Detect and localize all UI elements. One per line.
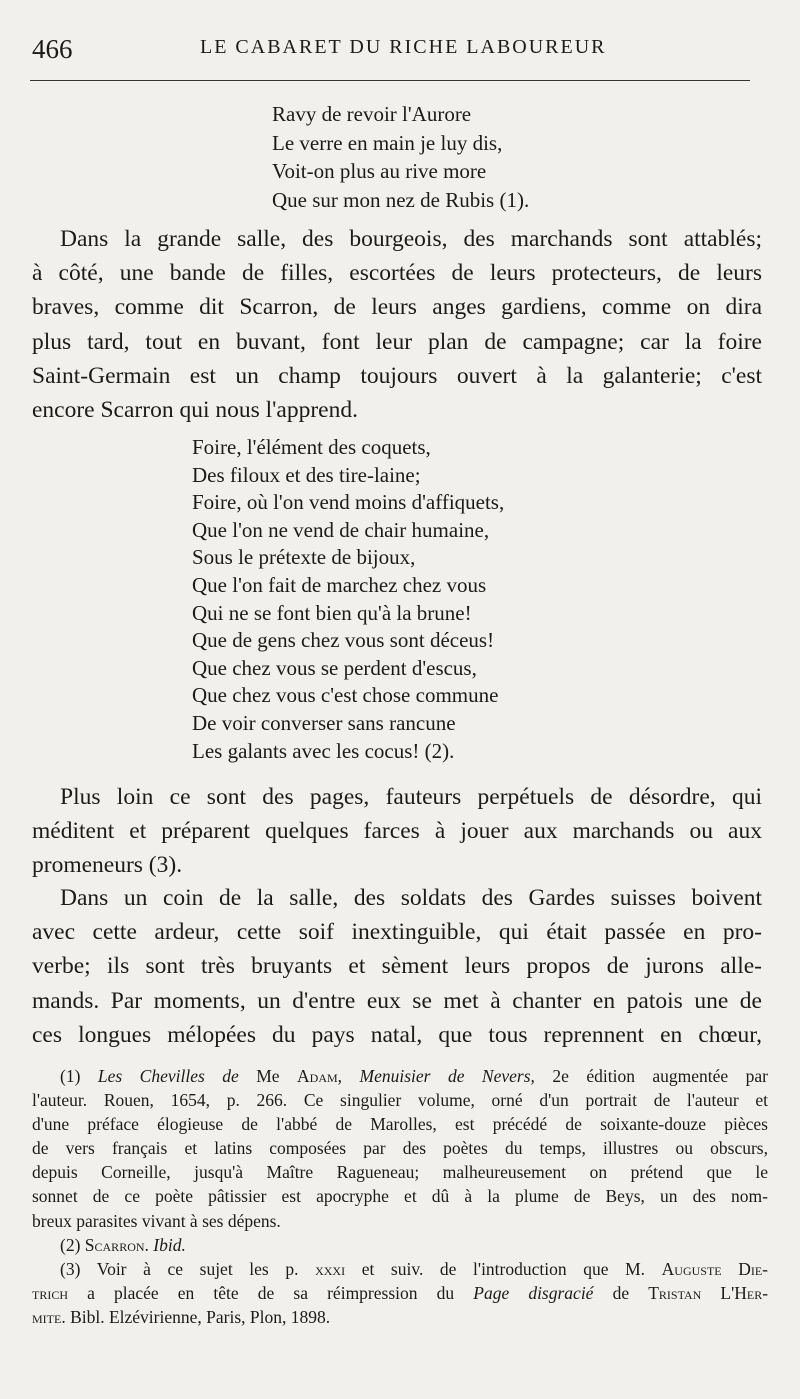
footnote-author: Auguste Die- (661, 1258, 769, 1279)
footnote-ibid: Ibid. (153, 1234, 186, 1255)
footnote-text: et suiv. de l'introduction que M. (361, 1258, 646, 1279)
verse-line: Que chez vous se perdent d'escus, (192, 655, 477, 680)
footnote-line: breux parasites vivant à ses dépens. (32, 1210, 281, 1231)
running-title: LE CABARET DU RICHE LABOUREUR (200, 36, 607, 58)
footnotes (32, 1064, 768, 1329)
verse-block-2 (192, 434, 504, 765)
verse-line: Que chez vous c'est chose commune (192, 683, 499, 708)
footnote-title: Page disgracié (473, 1282, 594, 1303)
verse-line: Foire, où l'on vend moins d'affiquets, (192, 490, 505, 515)
footnote-text: (3) Voir à ce sujet les p. (60, 1258, 299, 1279)
footnote-line: l'auteur. Rouen, 1654, p. 266. Ce singulier volume, orné d'un portrait de l'auteur et (32, 1090, 768, 1111)
paragraph-line: promeneurs (3). (32, 852, 183, 878)
paragraph-line: plus tard, tout en buvant, font leur plan de campagne; car la foire (32, 328, 762, 355)
paragraph-line: mands. Par moments, un d'entre eux se met à chanter en patois une de (32, 987, 762, 1014)
footnote-author: mite. (32, 1306, 66, 1327)
footnote-line: d'une préface élogieuse de l'abbé de Marolles, est précédé de soixante-douze pièces (32, 1114, 768, 1135)
footnote-author: Scarron. (84, 1234, 149, 1255)
footnote-author: Tristan L'Her- (648, 1282, 769, 1303)
footnote-title: Les Chevilles de (97, 1066, 239, 1086)
footnote-3 (32, 1257, 768, 1281)
verse-line: Que l'on ne vend de chair humaine, (192, 517, 490, 542)
footnote-2 (32, 1233, 768, 1257)
footnote-line: sonnet de ce poète pâtissier est apocryphe et dû à la plume de Beys, un des nom- (32, 1186, 768, 1207)
paragraph-line: avec cette ardeur, cette soif inextinguible, qui était passée en pro- (32, 919, 762, 946)
footnote-1 (32, 1064, 768, 1088)
paragraph-3 (32, 881, 762, 1052)
footnote-honorific: Me (256, 1066, 280, 1086)
verse-line: Sous le prétexte de bijoux, (192, 545, 416, 570)
paragraph-line: Saint-Germain est un champ toujours ouvert à la galanterie; c'est (32, 362, 762, 389)
verse-line: Des filoux et des tire-laine; (192, 462, 421, 487)
paragraph-line: Plus loin ce sont des pages, fauteurs perpétuels de désordre, qui (60, 784, 762, 810)
verse-line: De voir converser sans rancune (192, 710, 456, 735)
footnote-line (32, 1281, 768, 1305)
paragraph-line: ces longues mélopées du pays natal, que tous reprennent en chœur, (32, 1021, 762, 1048)
paragraph-line: braves, comme dit Scarron, de leurs anges gardiens, comme on dira (32, 294, 762, 321)
verse-line: Voit-on plus au rive more (272, 159, 487, 183)
footnote-text: Bibl. Elzévirienne, Paris, Plon, 1898. (70, 1306, 331, 1327)
footnote-roman: xxxi (315, 1258, 346, 1279)
page-header (30, 30, 750, 70)
footnote-line: depuis Corneille, jusqu'à Maître Ragueneau; malheureusement on prétend que le (32, 1162, 768, 1183)
verse-line: Les galants avec les cocus! (2). (192, 738, 455, 763)
page-number: 466 (32, 34, 73, 64)
verse-line: Que l'on fait de marchez chez vous (192, 572, 487, 597)
verse-line: Que sur mon nez de Rubis (1). (272, 187, 530, 212)
paragraph-line: méditent et préparent quelques farces à jouer aux marchands ou aux (32, 818, 762, 844)
footnote-author: Adam, (297, 1066, 343, 1086)
paragraph-line: Dans un coin de la salle, des soldats des Gardes suisses boivent (60, 885, 762, 911)
footnote-number: (2) (60, 1234, 81, 1255)
footnote-line (32, 1305, 768, 1329)
footnote-number: (1) (60, 1066, 81, 1086)
footnote-text: de (612, 1282, 630, 1303)
verse-line: Qui ne se font bien qu'à la brune! (192, 600, 472, 625)
verse-line: Le verre en main je luy dis, (272, 130, 503, 155)
footnote-text: a placée en tête de sa réimpression du (87, 1282, 455, 1303)
verse-line: Ravy de revoir l'Aurore (272, 102, 472, 126)
verse-line: Que de gens chez vous sont déceus! (192, 628, 495, 653)
verse-block-1 (272, 100, 529, 214)
paragraph-line: à côté, une bande de filles, escortées de leurs protecteurs, de leurs (32, 260, 762, 287)
paragraph-2 (32, 780, 762, 882)
paragraph-line: Dans la grande salle, des bourgeois, des marchands sont attablés; (60, 226, 762, 252)
paragraph-1 (32, 222, 762, 427)
paragraph-line: encore Scarron qui nous l'apprend. (32, 397, 358, 424)
header-rule (30, 80, 750, 81)
footnote-title: Menuisier de Nevers, (359, 1066, 535, 1086)
verse-line: Foire, l'élément des coquets, (192, 435, 431, 459)
paragraph-line: verbe; ils sont très bruyants et sèment leurs propos de jurons alle- (32, 953, 762, 980)
footnote-text: 2e édition augmentée par (552, 1066, 769, 1086)
footnote-line: de vers français et latins composées par des poètes du temps, illustres ou obscurs, (32, 1138, 768, 1159)
footnote-author: trich (32, 1282, 68, 1303)
